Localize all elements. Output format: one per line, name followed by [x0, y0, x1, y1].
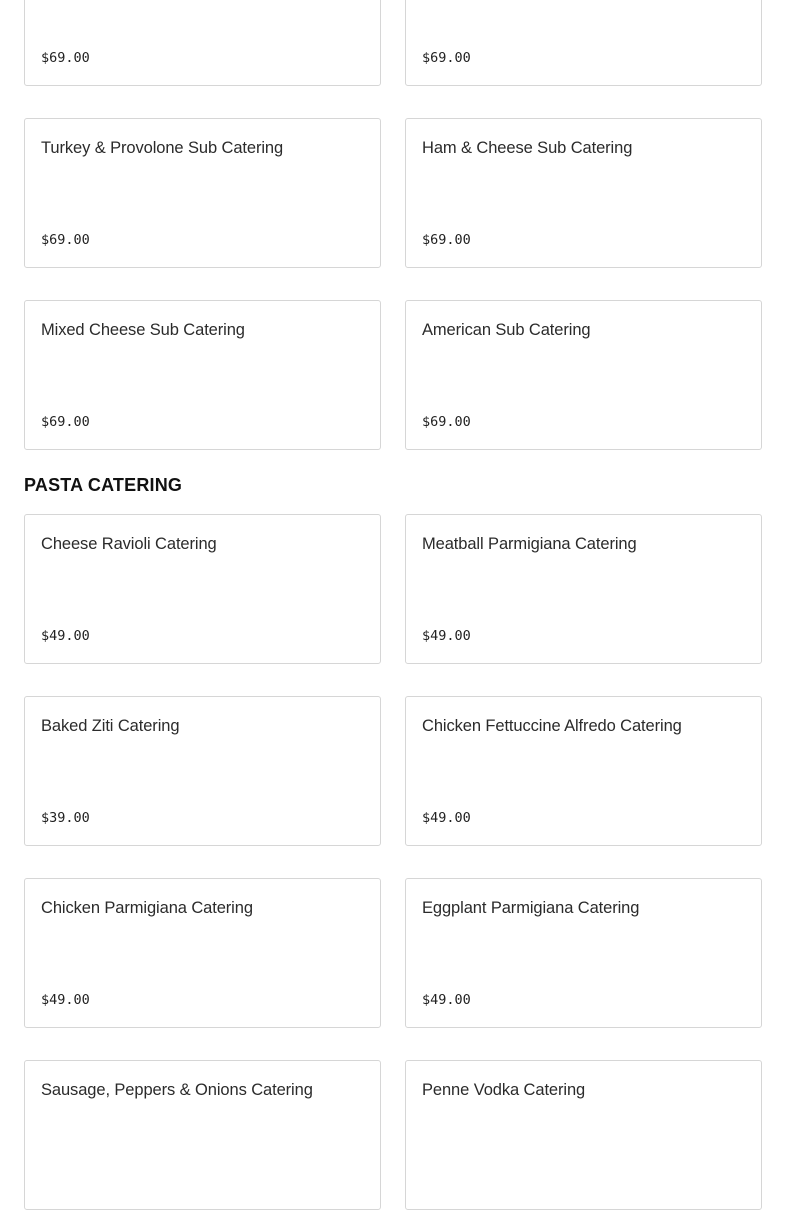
menu-item-card-chicken-parmigiana[interactable] [24, 878, 381, 1028]
menu-item-name: Chicken Fettuccine Alfredo Catering [422, 717, 682, 735]
menu-item-card-cheese-ravioli[interactable] [24, 514, 381, 664]
menu-item-name: American Sub Catering [422, 321, 591, 339]
menu-item-name: Mixed Cheese Sub Catering [41, 321, 245, 339]
menu-item-price: $69.00 [422, 50, 471, 66]
menu-item-card-chicken-fettuccine-alfredo[interactable] [405, 696, 762, 846]
menu-item-price: $49.00 [422, 810, 471, 826]
menu-item-price: $69.00 [422, 414, 471, 430]
menu-item-name: Turkey & Provolone Sub Catering [41, 139, 284, 157]
menu-item-name: Chicken Parmigiana Catering [41, 899, 253, 917]
menu-item-name: Ham & Cheese Sub Catering [422, 139, 633, 157]
menu-item-card-penne-vodka[interactable] [405, 1060, 762, 1210]
menu-item-price: $49.00 [41, 628, 90, 644]
menu-item-card-turkey-provolone-sub[interactable] [24, 118, 381, 268]
menu-item-name: Eggplant Parmigiana Catering [422, 899, 640, 917]
menu-item-card-mixed-cheese-sub[interactable] [24, 300, 381, 450]
menu-item-name: Baked Ziti Catering [41, 717, 180, 735]
menu-item-card[interactable] [24, 0, 381, 86]
menu-item-price: $69.00 [41, 232, 90, 248]
section-heading-pasta-catering: PASTA CATERING [24, 475, 183, 495]
menu-item-card-ham-cheese-sub[interactable] [405, 118, 762, 268]
menu-item-price: $69.00 [422, 232, 471, 248]
menu-item-price: $49.00 [422, 628, 471, 644]
menu-item-name: Penne Vodka Catering [422, 1081, 586, 1099]
menu-item-price: $69.00 [41, 50, 90, 66]
menu-item-card[interactable] [405, 0, 762, 86]
menu-item-card-baked-ziti[interactable] [24, 696, 381, 846]
menu-item-price: $49.00 [422, 992, 471, 1008]
menu-item-card-american-sub[interactable] [405, 300, 762, 450]
menu-item-card-sausage-peppers-onions[interactable] [24, 1060, 381, 1210]
menu-item-price: $69.00 [41, 414, 90, 430]
menu-item-price: $49.00 [41, 992, 90, 1008]
menu-item-name: Cheese Ravioli Catering [41, 535, 217, 553]
menu-item-name: Sausage, Peppers & Onions Catering [41, 1081, 313, 1099]
menu-item-price: $39.00 [41, 810, 90, 826]
menu-item-name: Meatball Parmigiana Catering [422, 535, 637, 553]
menu-item-card-meatball-parmigiana[interactable] [405, 514, 762, 664]
menu-item-card-eggplant-parmigiana[interactable] [405, 878, 762, 1028]
